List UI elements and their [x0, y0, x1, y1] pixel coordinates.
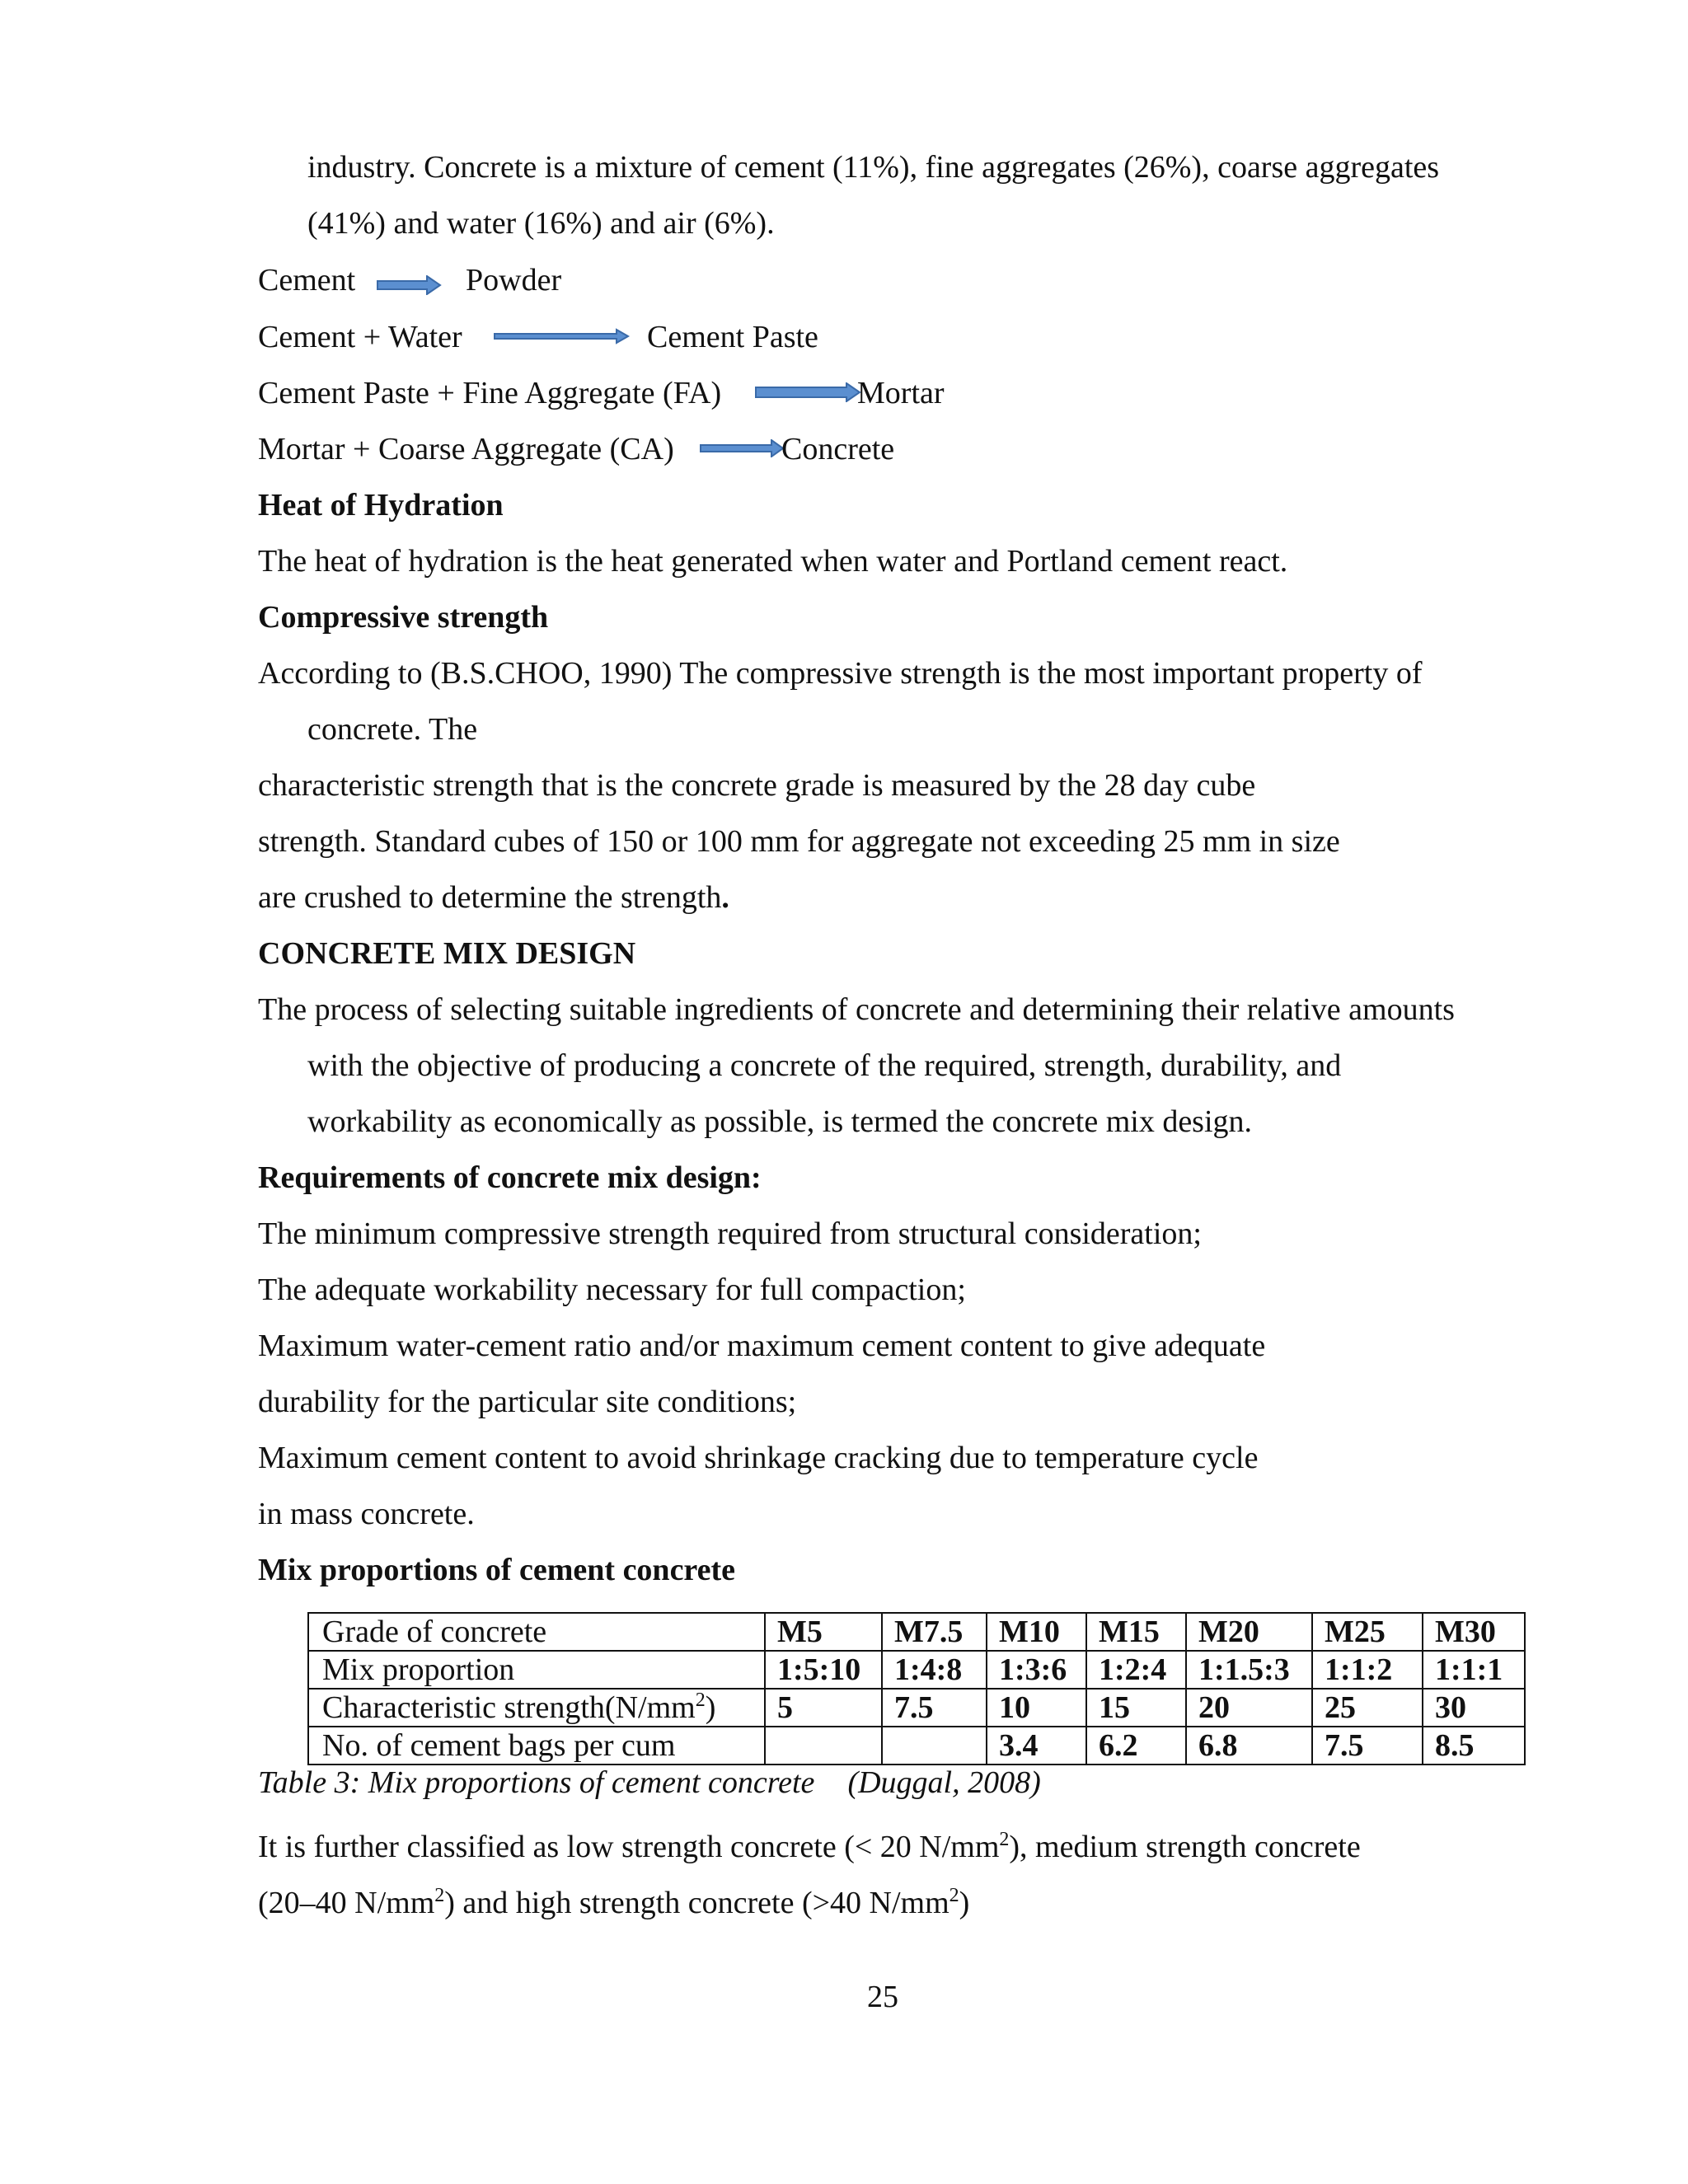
hydration-text: The heat of hydration is the heat generated when water and Portland cement react.	[258, 544, 1288, 579]
flow-cement-left: Cement	[258, 263, 356, 298]
table-cell: 20	[1186, 1689, 1312, 1727]
arrow-right-icon	[754, 382, 861, 402]
intro-line-2: (41%) and water (16%) and air (6%).	[307, 206, 775, 241]
requirements-line-4: durability for the particular site conditions;	[258, 1385, 797, 1419]
heading-heat-of-hydration: Heat of Hydration	[258, 488, 504, 523]
flow-ca-left: Mortar + Coarse Aggregate (CA)	[258, 432, 674, 466]
heading-compressive-strength: Compressive strength	[258, 600, 549, 635]
table-cell: 5	[765, 1689, 882, 1727]
table-cell: 1:1:1	[1423, 1651, 1525, 1689]
mixdesign-line-1: The process of selecting suitable ingredients of concrete and determining their relative amounts	[258, 992, 1455, 1027]
arrow-right-icon	[376, 275, 442, 295]
strength-label-text: Characteristic strength(N/mm	[322, 1690, 696, 1725]
table-cell: 30	[1423, 1689, 1525, 1727]
table-cell: 25	[1312, 1689, 1423, 1727]
table-row-mix-proportion	[308, 1651, 1525, 1689]
table-cell: 10	[987, 1689, 1086, 1727]
closing-line-2-b: ) and high strength concrete (>40 N/mm	[444, 1886, 950, 1920]
compressive-line-5-text: are crushed to determine the strength	[258, 880, 722, 915]
table-row-cement-bags	[308, 1727, 1525, 1765]
table-cell: 1:4:8	[882, 1651, 987, 1689]
table-cell: M7.5	[882, 1613, 987, 1651]
table-cell: M20	[1186, 1613, 1312, 1651]
table-cell-label: Mix proportion	[308, 1651, 765, 1689]
heading-requirements: Requirements of concrete mix design:	[258, 1160, 762, 1195]
table-row-grade	[308, 1613, 1525, 1651]
compressive-line-2: concrete. The	[307, 712, 478, 747]
closing-line-2-c: )	[959, 1886, 970, 1920]
table-cell	[882, 1727, 987, 1765]
requirements-line-3: Maximum water-cement ratio and/or maximum cement content to give adequate	[258, 1329, 1266, 1363]
table-cell: M30	[1423, 1613, 1525, 1651]
table-cell: 6.2	[1086, 1727, 1186, 1765]
arrow-right-icon	[699, 439, 785, 457]
table-cell-label: No. of cement bags per cum	[308, 1727, 765, 1765]
compressive-line-5-period: .	[721, 880, 729, 915]
heading-mix-proportions: Mix proportions of cement concrete	[258, 1553, 735, 1587]
table-caption-text: Table 3: Mix proportions of cement concrete	[258, 1765, 815, 1800]
intro-line-1: industry. Concrete is a mixture of cement (11%), fine aggregates (26%), coarse aggregates	[307, 150, 1440, 185]
compressive-line-5	[258, 879, 729, 916]
table-cell-label	[308, 1689, 765, 1727]
flow-ca-right: Concrete	[781, 432, 895, 466]
table-caption-source: (Duggal, 2008)	[847, 1765, 1041, 1800]
requirements-line-2: The adequate workability necessary for full compaction;	[258, 1272, 966, 1307]
closing-line-1	[258, 1828, 1361, 1866]
table-cell: 7.5	[1312, 1727, 1423, 1765]
flow-water-left: Cement + Water	[258, 320, 462, 354]
closing-line-1-a: It is further classified as low strength concrete (< 20 N/mm	[258, 1830, 1000, 1864]
table-cell: 15	[1086, 1689, 1186, 1727]
arrow-right-icon	[493, 328, 630, 344]
table-row-characteristic-strength	[308, 1689, 1525, 1727]
closing-line-2-a: (20–40 N/mm	[258, 1886, 435, 1920]
table-cell: 1:1:2	[1312, 1651, 1423, 1689]
closing-line-1-sup: 2	[999, 1829, 1010, 1850]
table-cell: 1:5:10	[765, 1651, 882, 1689]
mixdesign-line-2: with the objective of producing a concrete of the required, strength, durability, and	[307, 1048, 1342, 1083]
compressive-line-1: According to (B.S.CHOO, 1990) The compressive strength is the most important property of	[258, 656, 1423, 691]
table-cell: 7.5	[882, 1689, 987, 1727]
strength-label-end: )	[705, 1690, 716, 1725]
flow-fa-left: Cement Paste + Fine Aggregate (FA)	[258, 376, 722, 410]
table-cell: 1:1.5:3	[1186, 1651, 1312, 1689]
table-cell: 1:2:4	[1086, 1651, 1186, 1689]
page-number: 25	[867, 1980, 898, 2014]
table-cell: M15	[1086, 1613, 1186, 1651]
flow-water-right: Cement Paste	[647, 320, 818, 354]
table-cell-label: Grade of concrete	[308, 1613, 765, 1651]
flow-fa-right: Mortar	[857, 376, 945, 410]
compressive-line-3: characteristic strength that is the concrete grade is measured by the 28 day cube	[258, 768, 1256, 803]
requirements-line-1: The minimum compressive strength required from structural consideration;	[258, 1216, 1202, 1251]
mixdesign-line-3: workability as economically as possible, is termed the concrete mix design.	[307, 1104, 1253, 1139]
closing-line-1-b: ), medium strength concrete	[1009, 1830, 1361, 1864]
closing-line-2	[258, 1884, 969, 1922]
table-cell: 3.4	[987, 1727, 1086, 1765]
table-cell: M25	[1312, 1613, 1423, 1651]
table-caption	[258, 1764, 1041, 1802]
table-cell	[765, 1727, 882, 1765]
table-cell: M5	[765, 1613, 882, 1651]
compressive-line-4: strength. Standard cubes of 150 or 100 mm for aggregate not exceeding 25 mm in size	[258, 824, 1340, 859]
table-cell: 8.5	[1423, 1727, 1525, 1765]
requirements-line-5: Maximum cement content to avoid shrinkage cracking due to temperature cycle	[258, 1441, 1259, 1475]
strength-label-sup: 2	[695, 1690, 706, 1711]
closing-line-2-sup-1: 2	[434, 1885, 445, 1906]
closing-line-2-sup-2: 2	[949, 1885, 959, 1906]
flow-cement-right: Powder	[466, 263, 562, 298]
mix-proportions-table	[307, 1612, 1526, 1765]
heading-concrete-mix-design: CONCRETE MIX DESIGN	[258, 936, 636, 971]
table-cell: 6.8	[1186, 1727, 1312, 1765]
table-cell: M10	[987, 1613, 1086, 1651]
requirements-line-6: in mass concrete.	[258, 1497, 475, 1531]
table-cell: 1:3:6	[987, 1651, 1086, 1689]
